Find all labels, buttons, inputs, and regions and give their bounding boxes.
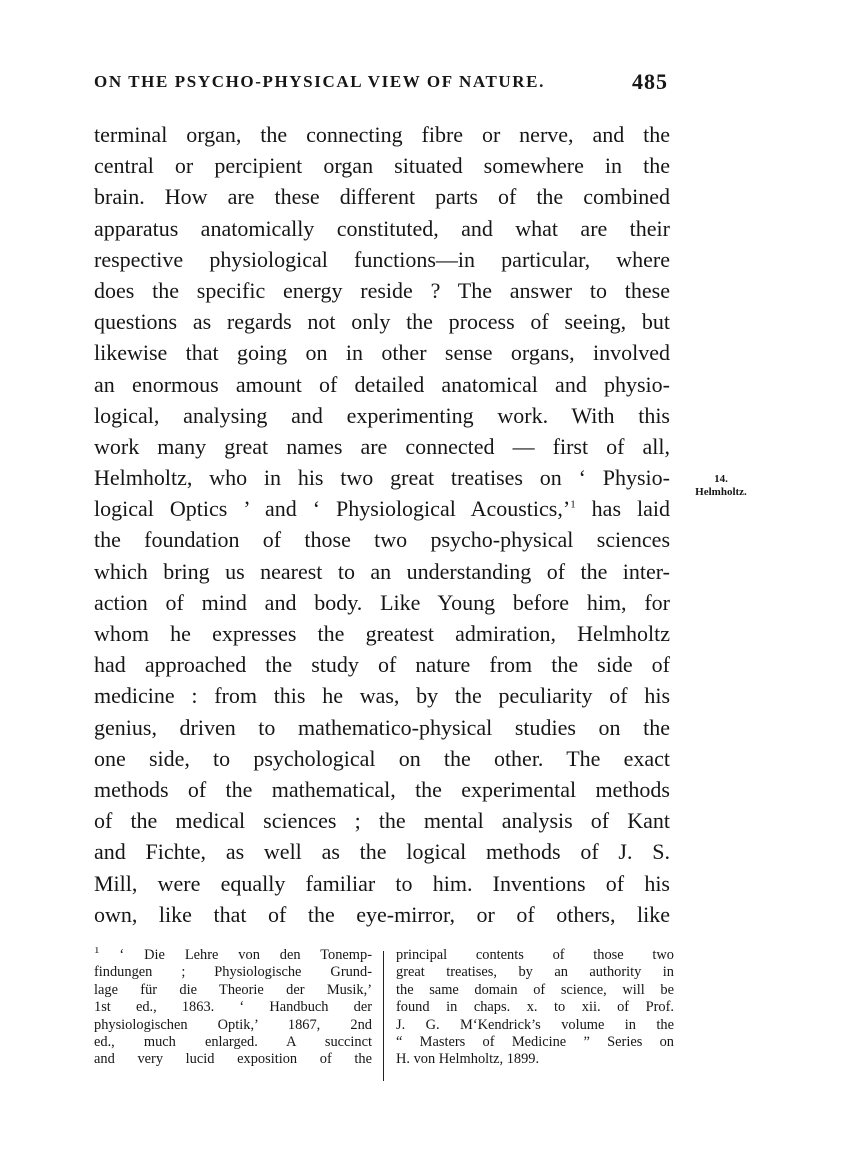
text-line: of the medical sciences ; the mental analysis of Kant xyxy=(94,808,670,834)
footnote-line: J. G. M‘Kendrick’s volume in the xyxy=(396,1016,674,1033)
footnote-line: ed., much enlarged. A succinct xyxy=(94,1033,372,1050)
footnote-line: found in chaps. x. to xii. of Prof. xyxy=(396,999,674,1016)
text-line: central or percipient organ situated somewhere in the xyxy=(94,153,670,179)
text-line: respective physiological functions—in particular, where xyxy=(94,246,670,272)
footnote-line: great treatises, by an authority in xyxy=(396,964,674,981)
text-line: whom he expresses the greatest admiration, Helmholtz xyxy=(94,621,670,646)
text-line: the foundation of those two psycho-physical sciences xyxy=(94,527,670,553)
running-title: ON THE PSYCHO-PHYSICAL VIEW OF NATURE. xyxy=(94,72,545,91)
footnote-line: H. von Helmholtz, 1899. xyxy=(396,1051,540,1068)
margin-note-label: Helmholtz. xyxy=(695,486,747,498)
text-line: questions as regards not only the process of seeing, but xyxy=(94,309,670,335)
footnote-line: and very lucid exposition of the xyxy=(94,1051,372,1068)
footnote-column-divider xyxy=(383,951,384,1081)
text-line: own, like that of the eye-mirror, or of others, like xyxy=(94,901,670,927)
footnote-reference: 1 xyxy=(570,498,576,511)
footnote-marker: 1 xyxy=(94,947,100,957)
text-line: does the specific energy reside ? The answer to these xyxy=(94,277,670,303)
text-line: had approached the study of nature from the side of xyxy=(94,652,670,678)
text-line: likewise that going on in other sense organs, involved xyxy=(94,340,670,366)
footnote-column-right xyxy=(396,947,674,1069)
footnote-column-left xyxy=(94,947,372,1069)
text-segment: has laid xyxy=(575,496,670,522)
text-line: Helmholtz, who in his two great treatises on ‘ Physio- xyxy=(94,465,670,491)
footnotes xyxy=(94,947,674,1083)
footnote-line: the same domain of science, will be xyxy=(396,981,674,998)
footnote-text: ‘ Die Lehre von den Tonemp- xyxy=(119,947,372,963)
footnote-line: 1st ed., 1863. ‘ Handbuch der xyxy=(94,999,372,1016)
running-head xyxy=(90,68,668,98)
text-line: medicine : from this he was, by the peculiarity of his xyxy=(94,683,670,709)
text-line: one side, to psychological on the other. The exact xyxy=(94,745,670,771)
text-line: Mill, were equally familiar to him. Inventions of his xyxy=(94,870,670,896)
footnote-line: “ Masters of Medicine ” Series on xyxy=(396,1033,674,1050)
text-line: and Fichte, as well as the logical methods of J. S. xyxy=(94,839,670,865)
text-line: genius, driven to mathematico-physical studies on the xyxy=(94,714,670,740)
text-line: terminal organ, the connecting fibre or nerve, and the xyxy=(94,122,670,147)
text-segment: logical Optics ’ and ‘ Physiological Acoustics,’ xyxy=(94,496,571,522)
page-number: 485 xyxy=(632,69,668,94)
margin-note-number: 14. xyxy=(714,473,728,485)
footnote-line: findungen ; Physiologische Grund- xyxy=(94,964,372,981)
text-line: methods of the mathematical, the experimental methods xyxy=(94,776,670,802)
body-text xyxy=(94,119,670,930)
text-line-with-footnote-ref xyxy=(94,493,670,524)
text-line: work many great names are connected — first of all, xyxy=(94,433,670,459)
footnote-line: principal contents of those two xyxy=(396,947,674,963)
text-line: action of mind and body. Like Young before him, for xyxy=(94,589,670,615)
text-line: apparatus anatomically constituted, and what are their xyxy=(94,215,670,241)
text-line: an enormous amount of detailed anatomical and physio- xyxy=(94,371,670,397)
text-line: logical, analysing and experimenting work. With this xyxy=(94,402,670,428)
footnote-line: lage für die Theorie der Musik,’ xyxy=(94,981,372,998)
text-line: brain. How are these different parts of the combined xyxy=(94,184,670,210)
footnote-line xyxy=(94,947,372,964)
text-line: which bring us nearest to an understanding of the inter- xyxy=(94,558,670,584)
margin-note xyxy=(676,473,766,499)
footnote-line: physiologischen Optik,’ 1867, 2nd xyxy=(94,1016,372,1033)
